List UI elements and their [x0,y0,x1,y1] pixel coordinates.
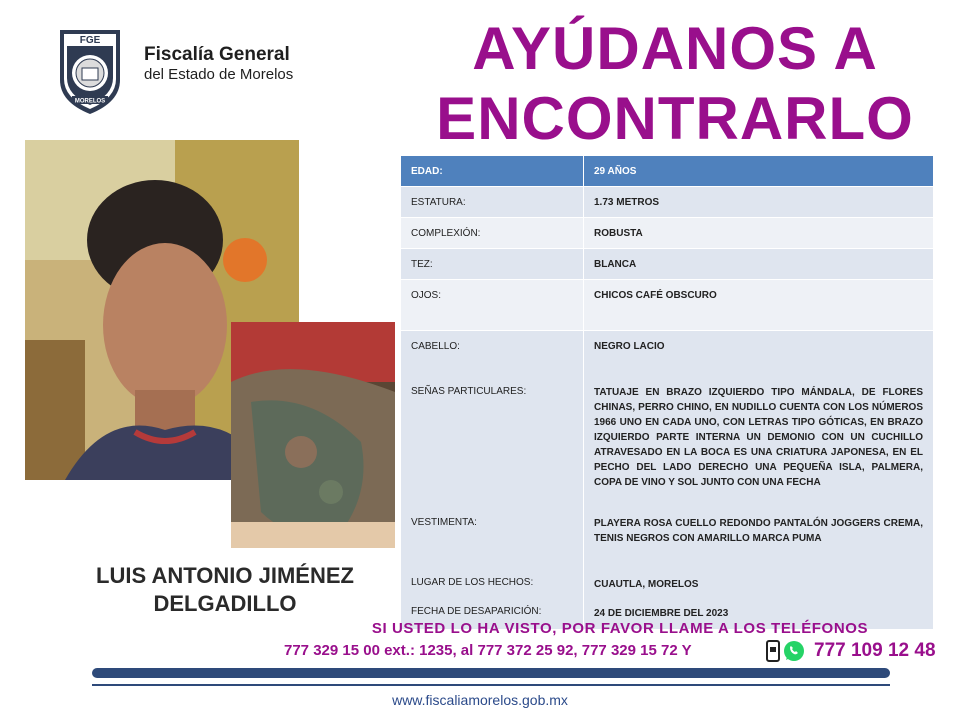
row-details-block [401,331,934,630]
cabello-value: NEGRO LACIO [594,341,665,352]
row-tez [401,249,934,280]
phone-message-icon [766,640,780,662]
headline-line1: AYÚDANOS A [472,15,878,82]
person-name [72,562,378,618]
ojos-value: CHICOS CAFÉ OBSCURO [584,280,934,331]
estatura-label: ESTATURA: [401,187,584,218]
website-url: www.fiscaliamorelos.gob.mx [392,692,568,708]
edad-value: 29 AÑOS [584,156,934,187]
complexion-value: ROBUSTA [584,218,934,249]
vestimenta-label: VESTIMENTA: [411,517,477,528]
hotline-number: 777 109 12 48 [814,640,936,661]
senas-value: TATUAJE EN BRAZO IZQUIERDO TIPO MÁNDALA, DE FLORES CHINAS, PERRO CHINO, EN NUDILLO CUENTA CON LOS NÚMEROS 1966 UNO EN CADA UNO, CON LETRAS TIPO GÓTICAS, EN BRAZO IZQUIERDO PARTE INTERNA UN DEMONIO CON UN CUCHILLO ATRAVESADO EN LA BOCA ES UNA CRIATURA JAPONESA, EN EL PECHO DEL LADO DERECHO UNA PEQUEÑA ISLA, PALMERA, COPA DE VINO Y SOL JUNTO CON UNA FECHA [594,387,923,488]
org-name-line2: del Estado de Morelos [144,66,294,83]
row-ojos [401,280,934,331]
cabello-label: CABELLO: [411,341,460,352]
complexion-label: COMPLEXIÓN: [401,218,584,249]
whatsapp-icon [783,640,805,662]
row-complexion [401,218,934,249]
estatura-value: 1.73 METROS [584,187,934,218]
vestimenta-value: PLAYERA ROSA CUELLO REDONDO PANTALÓN JOGGERS CREMA, TENIS NEGROS CON AMARILLO MARCA PUMA [594,518,923,544]
details-values-cell [584,331,934,630]
tez-value: BLANCA [584,249,934,280]
details-labels-cell [401,331,584,630]
row-estatura [401,187,934,218]
row-edad [401,156,934,187]
headline [430,14,920,154]
senas-label: SEÑAS PARTICULARES: [411,386,527,397]
phone-numbers: 777 329 15 00 ext.: 1235, al 777 372 25 92, 777 329 15 72 Y [284,642,692,659]
details-table [400,155,934,630]
fge-shield-logo [54,26,126,116]
ojos-label: OJOS: [401,280,584,331]
footer-divider [92,684,890,686]
fecha-label: FECHA DE DESAPARICIÓN: [411,606,542,617]
org-name [144,44,344,84]
edad-label: EDAD: [401,156,584,187]
person-name-line2: DELGADILLO [153,591,297,616]
org-name-line1: Fiscalía General [144,44,290,65]
badge-bottom-text: MORELOS [74,98,106,105]
footer-bar [92,668,890,678]
tez-label: TEZ: [401,249,584,280]
headline-line2: ENCONTRARLO [436,85,914,152]
badge-text: FGE [79,35,101,46]
call-to-action: SI USTED LO HA VISTO, POR FAVOR LLAME A LOS TELÉFONOS [371,620,869,637]
fecha-value: 24 DE DICIEMBRE DEL 2023 [594,608,729,619]
person-name-line1: LUIS ANTONIO JIMÉNEZ [96,563,354,588]
lugar-label: LUGAR DE LOS HECHOS: [411,577,534,588]
tattoo-photo [231,322,395,548]
lugar-value: CUAUTLA, MORELOS [594,579,699,590]
